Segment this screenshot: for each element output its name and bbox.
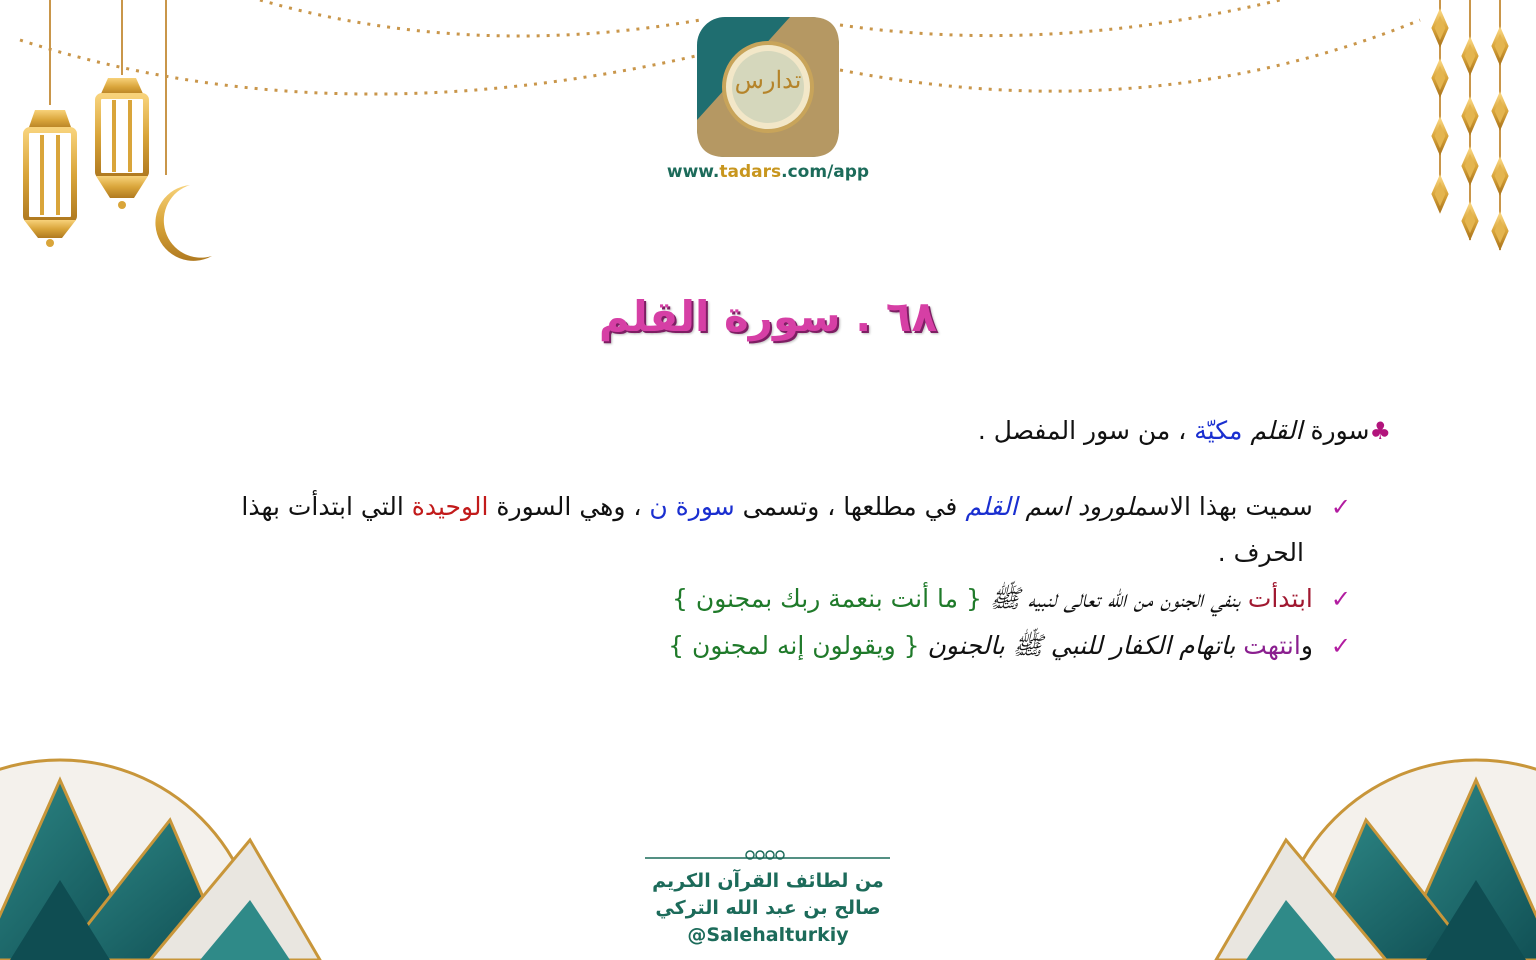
floral-ornament-bottom-left-icon <box>0 760 320 960</box>
point1-f: ، وهي السورة <box>488 492 650 521</box>
point-3-line <box>668 630 1351 667</box>
floral-ornament-bottom-right-icon <box>1216 760 1536 960</box>
point3-b: انتهت <box>1243 631 1301 660</box>
point2-c: { ما أنت بنعمة ربك بمجنون } <box>672 584 990 613</box>
club-icon: ♣ <box>1369 417 1391 445</box>
point1-a: سميت بهذا الاسم <box>1134 492 1313 521</box>
intro-part3: مكيّة <box>1194 416 1251 445</box>
point1-c: القلم <box>965 492 1018 521</box>
app-url[interactable] <box>0 162 1536 182</box>
point-1-line-1 <box>241 492 1351 521</box>
intro-line <box>978 416 1391 445</box>
checkmark-icon: ✓ <box>1330 632 1351 660</box>
hanging-diamonds-right-icon <box>1433 0 1507 250</box>
point2-b: بنفي الجنون من الله تعالى لنبيه ﷺ <box>989 584 1248 613</box>
point1-g: الوحيدة <box>411 492 489 521</box>
lantern-middle-icon <box>96 78 148 209</box>
point1-e: سورة ن <box>649 492 735 521</box>
url-prefix: www. <box>666 162 720 182</box>
point1-d: في مطلعها ، وتسمى <box>734 492 966 521</box>
point3-d: { ويقولون إنه لمجنون } <box>668 631 928 660</box>
point3-a: و <box>1300 631 1313 660</box>
intro-part1: سورة <box>1302 416 1370 445</box>
twitter-handle[interactable]: @Salehalturkiy <box>687 924 849 946</box>
point-1-line-2 <box>1218 538 1304 567</box>
logo-calligraphy: تدارس <box>734 66 802 94</box>
footer-line-1: من لطائف القرآن الكريم <box>652 870 884 892</box>
checkmark-icon: ✓ <box>1330 585 1351 613</box>
url-suffix: .com/app <box>781 162 870 182</box>
point2-a: ابتدأت <box>1247 584 1313 613</box>
point-2-line <box>672 583 1351 620</box>
intro-part4: ، من سور المفصل . <box>977 416 1195 445</box>
point1-h: التي ابتدأت بهذا <box>241 492 412 521</box>
footer-credits <box>612 868 924 949</box>
footer-line-2: صالح بن عبد الله التركي <box>655 897 881 919</box>
page-title: ٦٨ . سورة القلم <box>598 292 938 341</box>
footer-divider-icon <box>645 851 890 859</box>
crescent-moon-icon <box>155 185 212 261</box>
checkmark-icon: ✓ <box>1330 493 1351 521</box>
point1-b: لورود اسم <box>1017 492 1135 521</box>
url-brand: tadars <box>719 162 782 182</box>
bead-garland-right <box>840 0 1420 91</box>
point3-c: باتهام الكفار للنبي ﷺ بالجنون <box>927 631 1244 660</box>
point1-continuation: الحرف . <box>1217 538 1304 567</box>
intro-part2: القلم <box>1250 416 1303 445</box>
